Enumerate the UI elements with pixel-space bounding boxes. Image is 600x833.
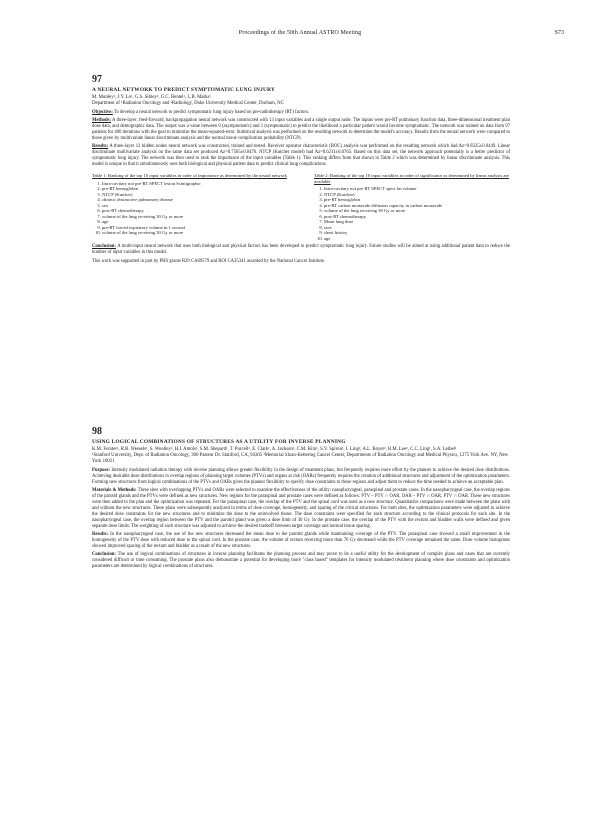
list-item: 10. age [324, 236, 510, 242]
list-item: 2. NTCP (Kutcher) [324, 192, 510, 198]
results-paragraph [92, 144, 510, 168]
table-1-caption-lead: Table 1: [92, 173, 109, 178]
purpose-label: Purpose: [92, 468, 110, 473]
objective-text: To develop a neural network to predict symptomatic lung injury based on pre-radiotherapy (RT) factors. [113, 110, 309, 115]
table-2-caption [314, 173, 510, 184]
results-label: Results: [92, 532, 109, 537]
support-note: This work was supported in part by PHS grants R29 CA69579 and ROI CA35341 awarded by the National Cancer Institute. [92, 259, 326, 265]
abstract-authors: K.M. Forster¹, R.R. Wessels¹, S. Woolley¹, H.I. Amols¹, S.M. Shepard¹, T. Purcell¹, E. Clark¹, A. Jackson¹, C.M. Kim¹, S.V. Spirou¹, I. Ling², A.L. Boyer², R.M. Lee², C.C. Ling¹, S.A. Leibel¹ [92, 447, 457, 452]
list-item: 1. Intra-cavitary not pre-RT SPECT lesion Scintigraphic [102, 181, 288, 187]
abstract-number: 97 [92, 74, 102, 85]
list-item: 2. pre-RT hemoglobin [102, 186, 288, 192]
results-label: Results: [92, 144, 109, 149]
ranking-tables [92, 173, 510, 241]
list-item: 6. post-RT chemotherapy [324, 214, 510, 220]
list-item: 5. volume of the lung receiving 30 Gy or more [324, 208, 510, 214]
list-item: 10. volume of the lung receiving 50 Gy or more [102, 230, 288, 236]
abstract-title: USING LOGICAL COMBINATIONS OF STRUCTURES AS A UTILITY FOR INVERSE PLANNING [92, 439, 346, 445]
objective-paragraph [92, 110, 510, 116]
list-item: 8. age [102, 219, 288, 225]
conclusion-paragraph [92, 552, 510, 570]
conclusion-paragraph [92, 244, 510, 256]
list-item: 7. volume of the lung receiving 30 Gy or more [102, 214, 288, 220]
list-item: 8. race [324, 225, 510, 231]
table-1-caption [92, 173, 288, 179]
conclusion-label: Conclusion: [92, 552, 116, 557]
table-1 [92, 173, 288, 241]
abstract-affiliation: ¹Stanford University, Dept. of Radiation Oncology, 300 Pasteur Dr. Stanford, CA, 94305 ²Memorial Sloan-Kettering Cancer Center, Departments of Radiation Oncology and Medical Physics, 1275 York Ave. NY, New York 10021 [92, 453, 509, 464]
abstract-97 [92, 74, 510, 265]
list-item: 9. chest history [324, 230, 510, 236]
objective-label: Objective: [92, 110, 113, 115]
conclusion-text: A multi-input neural network that uses both biological and physical factors has been developed to predict symptomatic lung injury. Future studies will be aimed at using additional patient data to reduce the number of input variables in this model. [92, 244, 511, 256]
conclusion-text: The use of logical combinations of structures in inverse planning facilitates the planning process and may prove to be a useful utility for the development of complex plans and cases that are currently considered difficult or time consuming. The prostate plans also demonstrate a potential for developing more "class based" templates for intensity modulated treatment planning where dose constraints and optimization parameters are determined by logical combinations of structures. [92, 552, 510, 569]
results-text: A three-layer 12 hidden nodes neural network was constructed, trained and tested. Receiver operator characteristic (ROC) analysis was performed on the resulting network which had Az=0.8325±0.0449. Linear discriminate multivariate analysis on the same data set produced Az=0.7565±0.0476. NTCP (Kutcher model) had Az=0.6211±0.0763. Based on this data set, the network approach potentially is a better predictor of symptomatic lung injury. The network was then used to rank the importance of the input variables (Table 1). This ranking differs from that shown in Table 2 which was determined by linear discriminate analysis. This model is unique in that it simultaneously uses both biological and physical patient data to predict clinical lung complications. [92, 144, 510, 167]
running-head: Proceedings of the 50th Annual ASTRO Meeting [238, 30, 362, 36]
list-item: 9. pre-RT forced expiratory volume in 1 second [102, 225, 288, 231]
list-item: 3. pre-RT hemoglobin [324, 197, 510, 203]
abstract-98 [92, 426, 510, 572]
purpose-paragraph [92, 468, 510, 486]
page-number: S73 [554, 30, 564, 36]
list-item: 4. chronic obstructive pulmonary disease [102, 197, 288, 203]
table-2-list [314, 186, 510, 241]
results-paragraph [92, 532, 510, 550]
abstract-affiliation: Department of ¹Radiation Oncology and ²Radiology, Duke University Medical Center, Durham, NC [92, 101, 284, 106]
materials-label: Materials & Methods: [92, 488, 137, 493]
table-1-list [92, 181, 288, 236]
materials-text: Three sites with overlapping PTVs and OARs were selected to examine the effectiveness of the utility: nasopharyngeal, paraspinal and prostate cases. In the nasopharyngeal case, the overlap regions of the parotid glands and the PTVs were defined as new structures. New regions for the paraspinal and prostate cases were defined as follows: PTV – PTV ∩ OAR, OAR – PTV ∩ OAR, PTV ∩ OAR. These new structures were then added to the plan and the optimization was repeated. For the paraspinal case, the overlap of the PTV and the spinal cord was used as a new structure. Quantitative comparisons were made between the plans with and without the new structures. These plans were subsequently analyzed in terms of dose coverage, homogeneity, and sparing of the critical structures. For both sites, the optimization parameters were adjusted to achieve the desired dose constraints for the new structures and to minimize the dose to the uninvolved tissue. The dose constraints were specified for each structure according to the clinical protocols for each site. In the nasopharyngeal case, the overlap region between the PTV and the parotid gland was given a dose limit of 30 Gy. In the prostate case, the overlap of the PTV with the rectum and bladder walls were defined and given separate dose limits. The weighting of each structure was adjusted to achieve the desired tradeoff between target coverage and normal tissue sparing. [92, 488, 510, 529]
purpose-text: Intensity modulated radiation therapy with inverse planning allows greater flexibility in the design of treatment plans, but frequently requires more effort by the planner to achieve the desired dose distributions. Achieving desirable dose distributions in overlap regions of planning target volumes (PTVs) and organs at risk (OARs) frequently requires the creation of additional structures and adjustment of the optimization parameters. Forming new structures from logical combinations of the PTVs and OARs gives the planner flexibility to specify dose constraints to those regions and adjust them to reduce the time needed to achieve an acceptable plan. [92, 468, 510, 485]
table-2 [314, 173, 510, 241]
list-item: 1. Intra-cavitary not pre-RT SPECT spect lin volume [324, 186, 510, 192]
materials-paragraph [92, 488, 510, 530]
list-item: 7. Mean lung dose [324, 219, 510, 225]
conclusion-label: Conclusion: [92, 244, 116, 250]
table-1-caption-text: Ranking of the top 10 input variables in order of importance as determined by the neural network [108, 173, 287, 178]
methods-text: A three-layer, feed-forward, backpropagation neural network was constructed with 13 input variables and a single output node. The inputs were pre-RT pulmonary function data, three-dimensional treatment plan dose data, and demographic data. The output was a value between 0 (asymptomatic) and 1 (symptomatic) to predict the likelihood a particular patient would become symptomatic. The network was trained on data from 97 patients for 400 iterations with the goal to minimize the mean-squared-error. Statistical analysis was performed on the resulting network to determine the model's accuracy. Results from the neural network were compared to those given by multivariate linear discriminate analysis and the normal tissue complication probability (NTCP). [92, 118, 510, 141]
methods-label: Methods: [92, 118, 112, 123]
list-item: 3. NTCP (Kutcher) [102, 192, 288, 198]
abstract-authors: M. Munley¹, J.Y. Lo¹, G.S. Sibley², G.C. Bentel¹, L.B. Marks¹ [92, 95, 211, 100]
list-item: 5. sex [102, 203, 288, 209]
abstract-title: A NEURAL NETWORK TO PREDICT SYMPTOMATIC LUNG INJURY [92, 87, 276, 93]
table-2-caption-text: Ranking of the top 10 input variables in order of significance as determined by linear analysis are available [314, 173, 510, 184]
list-item: 4. pre-RT carbon monoxide diffusion capacity in carbon monoxide [324, 203, 510, 209]
table-2-caption-lead: Table 2: [314, 173, 331, 178]
abstract-number: 98 [92, 426, 102, 437]
results-text: In the nasopharyngeal case, the use of the new structures decreased the mean dose to the parotid glands while maintaining coverage of the PTV. The paraspinal case showed a small improvement in the homogeneity of the PTV dose with reduced dose to the spinal cord. In the prostate case, the volume of rectum receiving more than 70 Gy decreased while the PTV coverage remained the same. Dose volume histograms showed improved sparing of the rectum and bladder as a result of the new structures. [92, 532, 510, 549]
methods-paragraph [92, 118, 510, 142]
list-item: 6. post-RT chemotherapy [102, 208, 288, 214]
